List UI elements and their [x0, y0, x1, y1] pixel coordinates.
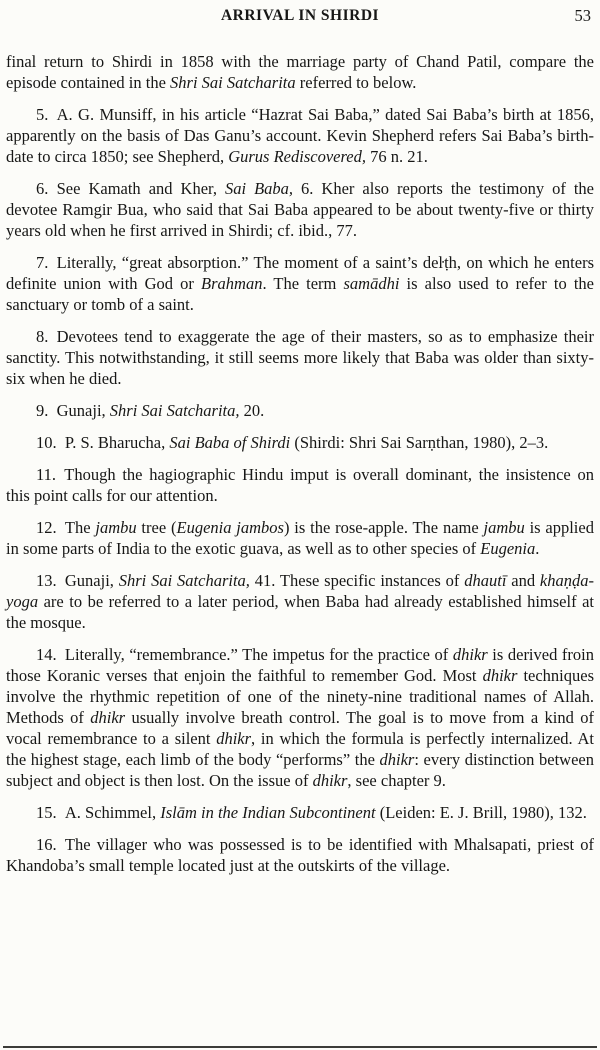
text-run: .: [535, 539, 540, 558]
italic-text-run: dhautī: [464, 571, 507, 590]
page-number: 53: [574, 6, 591, 25]
text-run: 11. Though the hagiographic Hindu imput is overall dominant, the insistence on this point calls for our attention.: [6, 465, 594, 505]
text-run: 8. Devotees tend to exaggerate the age of their masters, so as to emphasize their sanctity. This notwithstanding, it still seems more likely that Baba was older than sixty-six when he died.: [6, 327, 594, 388]
note-paragraph: [6, 178, 594, 241]
text-run: ) is the rose-apple. The name: [283, 518, 484, 537]
note-paragraph: [6, 104, 594, 167]
italic-text-run: Sai Baba of Shirdi: [169, 433, 291, 452]
italic-text-run: Eugenia: [480, 539, 536, 558]
text-run: : every distinction between subject and object is then lost. On the issue of: [6, 750, 594, 790]
text-run: 16. The villager who was possessed is to be identified with Mhalsapati, priest of Khandoba’s small temple located just at the outskirts of the village.: [6, 835, 594, 875]
text-run: referred to below.: [295, 73, 417, 92]
text-run: is derived froin those Koranic verses that enjoin the faithful to remember God. Most: [6, 645, 594, 685]
italic-text-run: khaṇḍa-yoga: [6, 571, 594, 611]
text-run: (Shirdi: Shri Sai Sarṇthan, 1980), 2–3.: [290, 433, 549, 452]
bottom-rule-divider: [3, 1046, 597, 1048]
text-run: , in which the formula is perfectly internalized. At the highest stage, each limb of the body “performs” the: [6, 729, 594, 769]
italic-text-run: Brahman: [201, 274, 263, 293]
text-run: 14. Literally, “remembrance.” The impetus for the practice of: [36, 645, 453, 664]
text-run: are to be referred to a later period, when Baba had already established himself at the mosque.: [6, 592, 594, 632]
page-body: [0, 51, 600, 876]
italic-text-run: Eugenia jambos: [176, 518, 284, 537]
note-paragraph: [6, 326, 594, 389]
note-paragraph: [6, 644, 594, 791]
text-run: is also used to refer to the sanctuary or tomb of a saint.: [6, 274, 594, 314]
italic-text-run: jambu: [483, 518, 525, 537]
italic-text-run: dhikr: [452, 645, 488, 664]
text-run: and: [506, 571, 540, 590]
note-paragraph: [6, 400, 594, 421]
text-run: 6. Kher also reports the testimony of the devotee Ramgir Bua, who said that Sai Baba appeared to be about twenty-five or thirty years old when he first arrived in Shirdi; cf. ibid., 77.: [6, 179, 594, 240]
note-paragraph: [6, 432, 594, 453]
text-run: , see chapter 9.: [347, 771, 446, 790]
text-run: 15. A. Schimmel,: [36, 803, 161, 822]
italic-text-run: Shri Sai Satcharita,: [109, 401, 240, 420]
italic-text-run: Shri Sai Satcharita,: [118, 571, 250, 590]
note-paragraph: [6, 464, 594, 506]
italic-text-run: Gurus Rediscovered,: [228, 147, 366, 166]
text-run: 20.: [239, 401, 265, 420]
text-run: techniques involve the rhythmic repetition of one of the ninety-nine traditional names of Allah. Methods of: [6, 666, 595, 727]
text-run: 41. These specific instances of: [249, 571, 465, 590]
italic-text-run: dhikr: [482, 666, 518, 685]
text-run: 12. The: [36, 518, 96, 537]
italic-text-run: dhikr: [90, 708, 126, 727]
text-run: 13. Gunaji,: [36, 571, 119, 590]
text-run: 9. Gunaji,: [36, 401, 110, 420]
italic-text-run: samādhi: [343, 274, 400, 293]
note-paragraph: [6, 252, 594, 315]
text-run: . The term: [262, 274, 344, 293]
italic-text-run: dhikr: [312, 771, 348, 790]
note-paragraph: [6, 570, 594, 633]
note-paragraph: [6, 517, 594, 559]
note-paragraph: [6, 802, 594, 823]
text-run: 76 n. 21.: [366, 147, 428, 166]
page-header: [0, 0, 600, 29]
text-run: (Leiden: E. J. Brill, 1980), 132.: [375, 803, 587, 822]
text-run: final return to Shirdi in 1858 with the marriage party of Chand Patil, compare the episode contained in the: [6, 52, 594, 92]
italic-text-run: dhikr: [216, 729, 252, 748]
note-paragraph: [6, 834, 594, 876]
text-run: 7. Literally, “great absorption.” The moment of a saint’s deŀṭh, on which he enters definite union with God or: [6, 253, 594, 293]
italic-text-run: dhikr: [379, 750, 415, 769]
italic-text-run: Islām in the Indian Subcontinent: [160, 803, 376, 822]
text-run: usually involve breath control. The goal is to move from a kind of vocal remembrance to a silent: [6, 708, 595, 748]
italic-text-run: jambu: [95, 518, 137, 537]
continuation-paragraph: [6, 51, 594, 93]
text-run: 10. P. S. Bharucha,: [36, 433, 170, 452]
italic-text-run: Sai Baba,: [224, 179, 294, 198]
text-run: 5. A. G. Munsiff, in his article “Hazrat Sai Baba,” dated Sai Baba’s birth at 1856, apparently on the basis of Das Ganu’s account. Kevin Shepherd refers Sai Baba’s birth-date to circa 1850; see Shepherd,: [6, 105, 594, 166]
running-head-title: ARRIVAL IN SHIRDI: [220, 7, 380, 24]
text-run: 6. See Kamath and Kher,: [36, 179, 225, 198]
text-run: is applied in some parts of India to the exotic guava, as well as to other species of: [6, 518, 594, 558]
italic-text-run: Shri Sai Satcharita: [170, 73, 296, 92]
text-run: tree (: [136, 518, 177, 537]
